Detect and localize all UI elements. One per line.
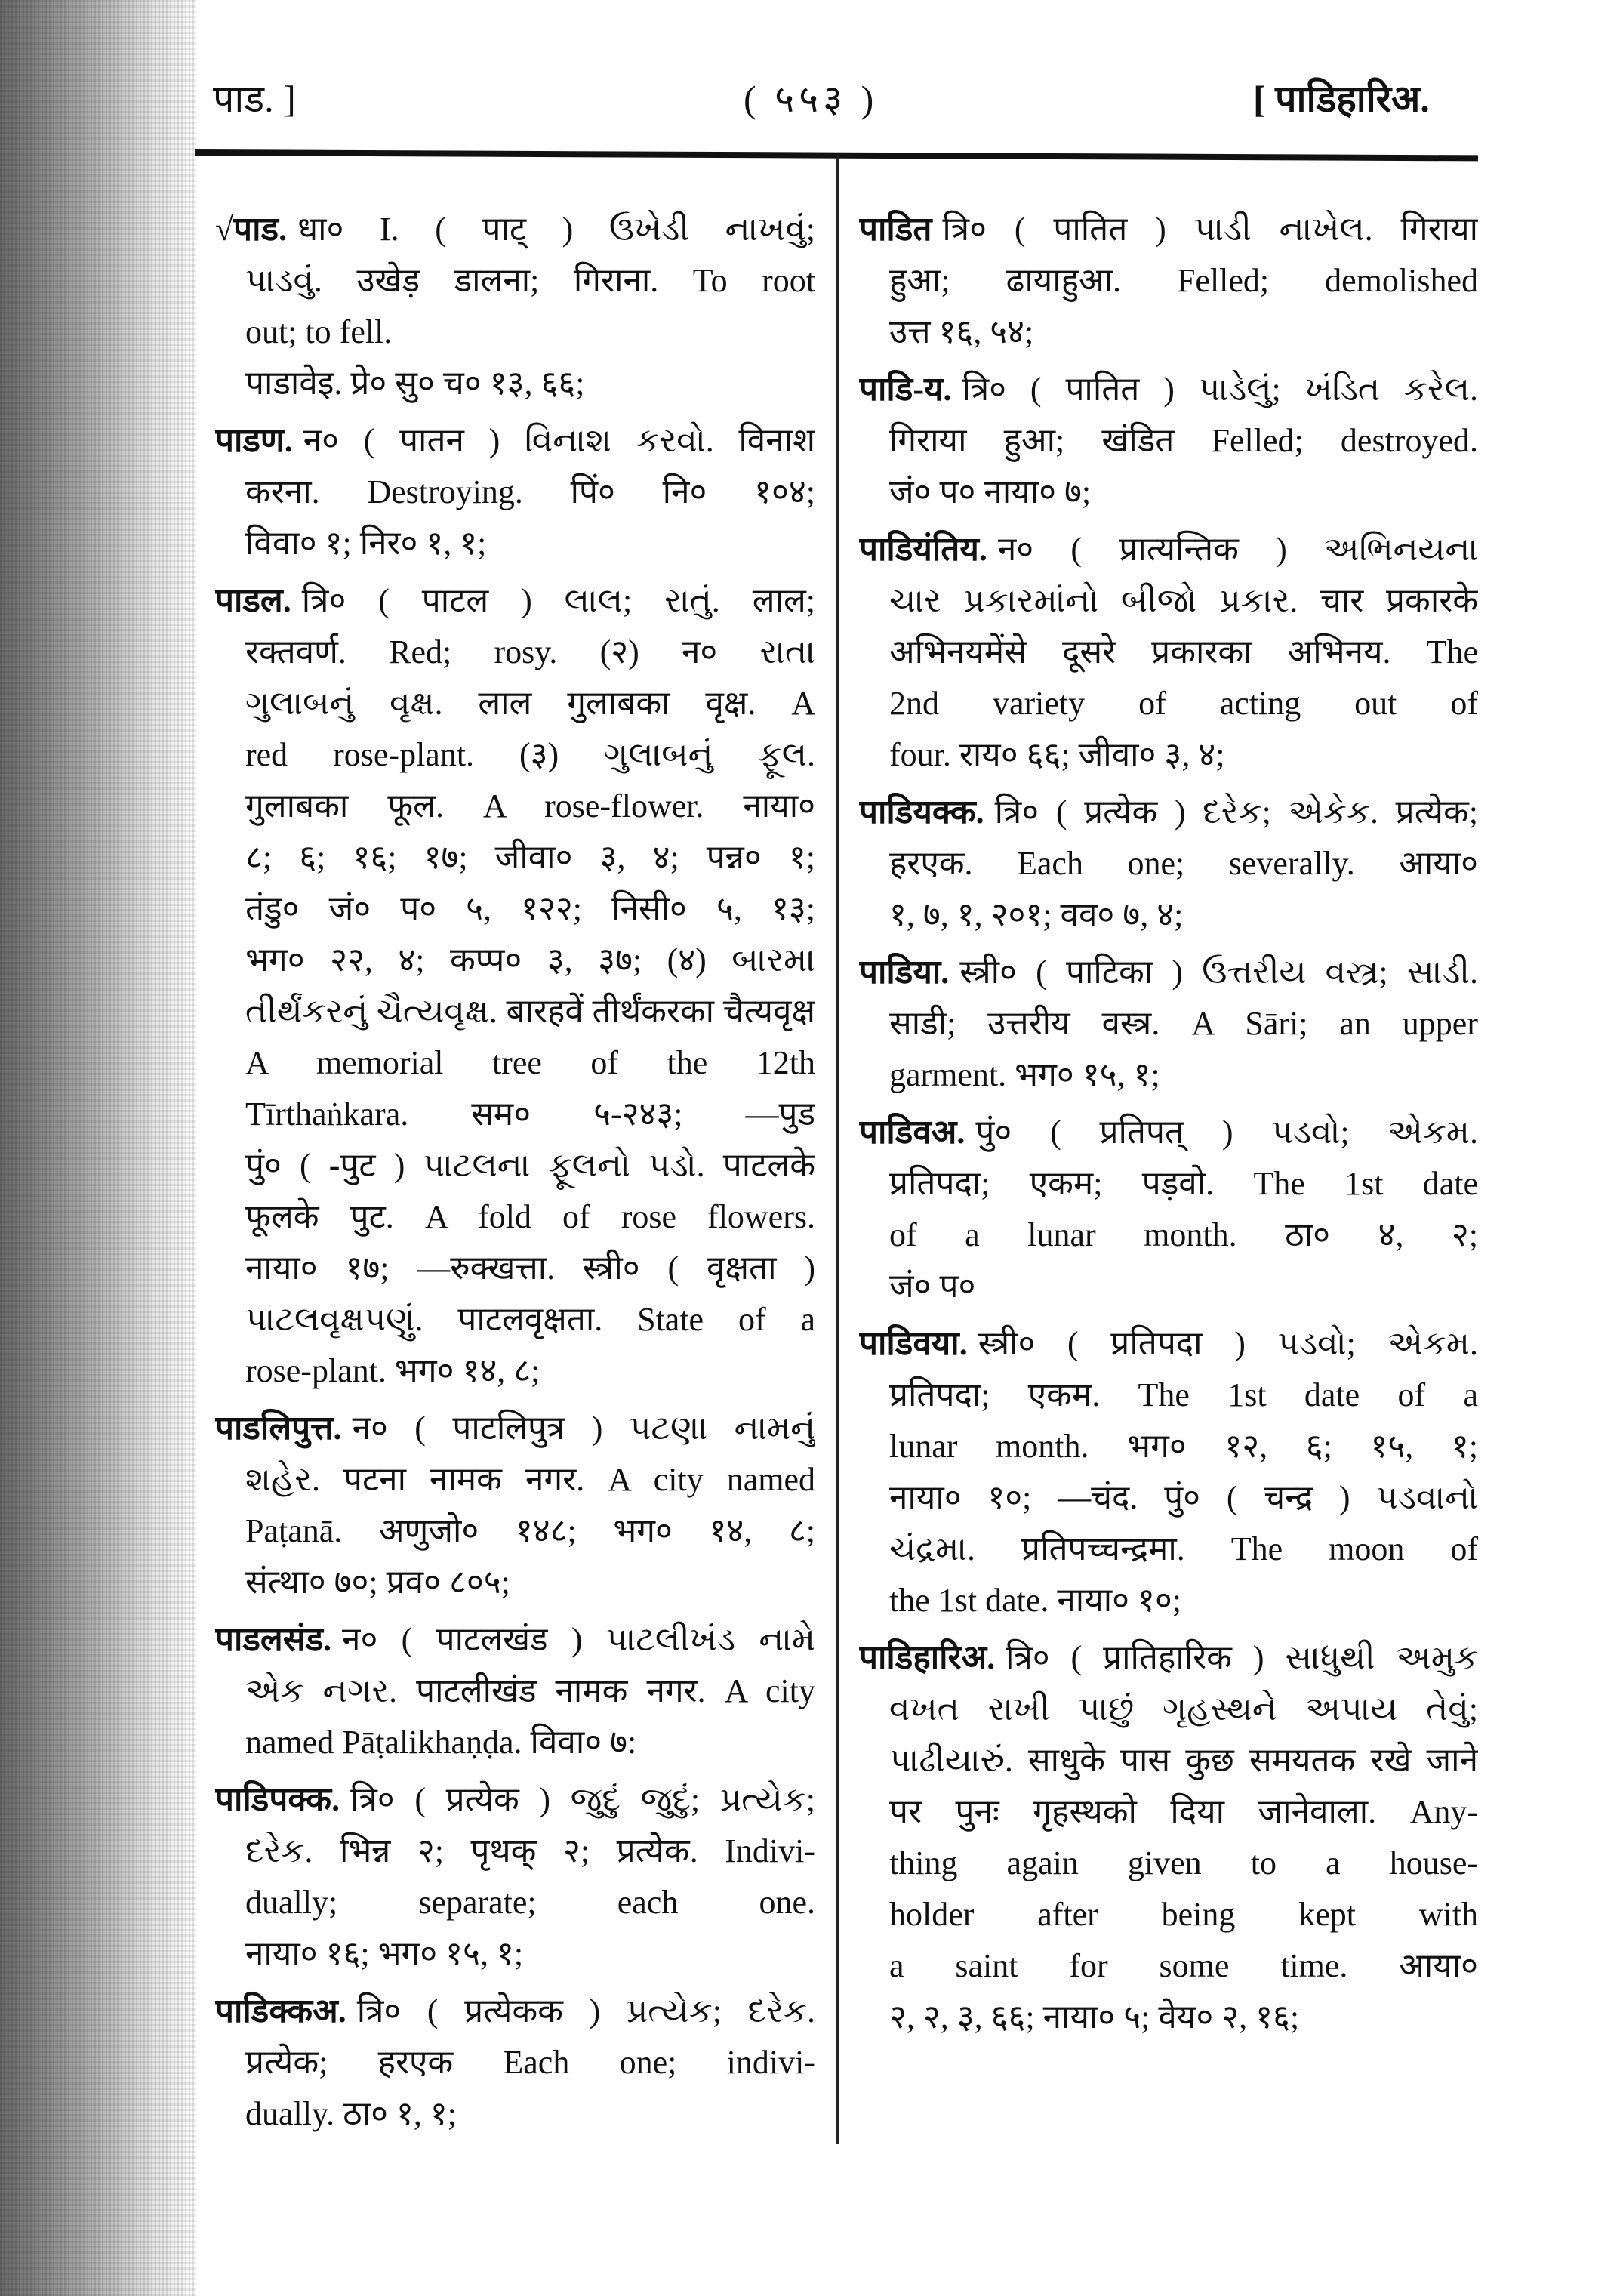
entry-line xyxy=(859,1838,1478,1889)
dictionary-entry xyxy=(859,787,1478,941)
column-divider xyxy=(836,155,839,2144)
dictionary-entry xyxy=(215,1614,815,1768)
entry-line xyxy=(215,1717,815,1768)
headword: पाडण. xyxy=(215,422,293,459)
entry-text: त्रि० ( पाटल ) લાલ; રાતું. लाल; xyxy=(301,582,815,619)
entry-text: પાઢીયારું. साधुके पास कुछ समयतक रखे जाने xyxy=(889,1742,1478,1779)
entry-text: the 1st date. नाया० १०; xyxy=(889,1582,1181,1619)
dictionary-entry xyxy=(215,1774,815,1980)
entry-first-line xyxy=(215,575,815,627)
entry-line xyxy=(859,1735,1478,1786)
entry-text: करना. Destroying. पिं० नि० १०४; xyxy=(245,473,815,510)
entry-text: त्रि० ( प्रत्येक ) દરેક; એકેક. प्रत्येक; xyxy=(994,794,1478,831)
headword: पाडित xyxy=(859,211,932,248)
headword: पाडल. xyxy=(215,582,291,619)
entry-line xyxy=(215,627,815,678)
entry-first-line xyxy=(215,415,815,467)
sub-entry: पाडावेइ. प्रे० सु० च० १३, ६६; xyxy=(245,365,585,402)
entry-line xyxy=(215,518,815,569)
entry-text: संत्था० ७०; प्रव० ८०५; xyxy=(245,1564,510,1601)
entry-text: त्रि० ( प्रातिहारिक ) સાધુથી અમુક xyxy=(1006,1639,1478,1676)
entry-text: four. राय० ६६; जीवा० ३, ४; xyxy=(889,736,1225,773)
entry-line xyxy=(859,678,1478,729)
entry-text: પાડવું. उखेड़ डालना; गिराना. To root xyxy=(245,262,815,299)
entry-first-line xyxy=(859,1318,1478,1370)
entry-text: out; to fell. xyxy=(245,313,393,350)
entry-line xyxy=(859,1524,1478,1575)
entry-text: हरएक. Each one; severally. आया० xyxy=(889,845,1478,882)
entry-text: स्त्री० ( पाटिका ) ઉત્તરીય વસ્ત્ર; સાડી. xyxy=(959,954,1478,991)
entry-text: जं० प० xyxy=(889,1268,976,1305)
dictionary-entry xyxy=(859,204,1478,358)
entry-line xyxy=(859,255,1478,307)
headword: पाडिवअ. xyxy=(859,1114,965,1151)
entry-text: प्रतिपदा; एकम. The 1st date of a xyxy=(889,1376,1478,1413)
entry-line xyxy=(215,1826,815,1877)
entry-line xyxy=(859,1889,1478,1940)
entry-text: ચંદ્રમા. प्रतिपच्चन्द्रमा. The moon of xyxy=(889,1530,1478,1567)
dictionary-entry xyxy=(859,1318,1478,1626)
entry-line xyxy=(859,1049,1478,1101)
entry-line xyxy=(859,1370,1478,1421)
headword: पाडि-य. xyxy=(859,371,952,408)
entry-text: न० ( पातन ) વિનાશ કરવો. विनाश xyxy=(303,422,815,459)
entry-text: नाया० १६; भग० १५, १; xyxy=(245,1935,524,1972)
right-column xyxy=(859,204,1478,2049)
entry-first-line xyxy=(859,364,1478,415)
headword: पाडियंतिय. xyxy=(859,531,987,568)
entry-line xyxy=(859,575,1478,627)
entry-line xyxy=(215,1294,815,1345)
entry-text: વખત રાખી પાછું ગૃહસ્થને અપાય તેવું; xyxy=(889,1690,1478,1727)
entry-line xyxy=(215,883,815,935)
entry-text: विवा० १; निर० १, १; xyxy=(245,525,487,562)
entry-line xyxy=(215,678,815,729)
entry-line xyxy=(859,1472,1478,1524)
entry-line xyxy=(215,1089,815,1140)
entry-line xyxy=(859,1940,1478,1992)
headword: पाडिया. xyxy=(859,954,950,991)
entry-text: તીર્થંકરનું ચૈત્યવૃક્ષ. बारहवें तीर्थंकरका चैत्यवृक्ष xyxy=(245,993,815,1030)
entry-first-line xyxy=(215,1986,815,2037)
entry-line xyxy=(215,935,815,986)
entry-text: पर पुनः गृहस्थको दिया जानेवाला. Any- xyxy=(889,1793,1478,1830)
entry-line xyxy=(215,1928,815,1980)
dictionary-entry xyxy=(215,1986,815,2140)
entry-line xyxy=(215,1454,815,1505)
entry-text: त्रि० ( प्रत्येक ) જુદું જુદું; પ્રત્યેક; xyxy=(350,1781,815,1818)
entry-text: २, २, ३, ६६; नाया० ५; वेय० २, १६; xyxy=(889,1999,1300,2036)
entry-line xyxy=(859,1575,1478,1626)
entry-text: साडी; उत्तरीय वस्त्र. A Sāri; an upper xyxy=(889,1005,1478,1042)
entry-line xyxy=(215,307,815,358)
entry-text: Paṭanā. अणुजो० १४८; भग० १४, ८; xyxy=(245,1512,815,1549)
entry-text: ગુલાબનું વૃક્ષ. लाल गुलाबका वृक्ष. A xyxy=(245,685,815,722)
entry-text: શહેર. पटना नामक नगर. A city named xyxy=(245,1461,815,1498)
entry-text: गुलाबका फूल. A rose-flower. नाया० xyxy=(245,787,815,824)
entry-line xyxy=(215,1243,815,1294)
dictionary-entry xyxy=(215,415,815,569)
dictionary-entry xyxy=(859,364,1478,518)
entry-line xyxy=(215,1037,815,1089)
entry-text: त्रि० ( पातित ) પાડી નાખેલ. गिराया xyxy=(942,211,1478,248)
entry-text: प्रत्येक; हरएक Each one; indivi- xyxy=(245,2044,815,2081)
headword: पाडलिपुत्त. xyxy=(215,1410,342,1447)
header-last-word: [ पाडिहारिअ. xyxy=(1253,78,1430,120)
entry-text: holder after being kept with xyxy=(889,1896,1478,1933)
entry-line xyxy=(859,415,1478,467)
entry-line xyxy=(215,1140,815,1191)
entry-line xyxy=(215,1505,815,1557)
entry-line xyxy=(859,1261,1478,1312)
entry-text: नाया० १७; —रुक्खत्ता. स्त्री० ( वृक्षता ) xyxy=(245,1250,815,1287)
entry-line xyxy=(859,889,1478,941)
entry-text: thing again given to a house- xyxy=(889,1845,1478,1881)
headword: √पाड. xyxy=(215,211,288,248)
entry-text: फूलके पुट. A fold of rose flowers. xyxy=(245,1198,815,1235)
entry-line xyxy=(859,1158,1478,1210)
headword: पाडिहारिअ. xyxy=(859,1639,996,1676)
entry-line xyxy=(215,2088,815,2140)
headword: पाडियक्क. xyxy=(859,794,984,831)
entry-text: દરેક. भिन्न २; पृथक् २; प्रत्येक. Indivi- xyxy=(245,1832,815,1869)
entry-line xyxy=(215,255,815,307)
entry-line xyxy=(215,1345,815,1397)
entry-text: of a lunar month. ठा० ४, २; xyxy=(889,1216,1478,1253)
entry-line xyxy=(215,2037,815,2088)
entry-text: ચાર પ્રકારમાંનો બીજો પ્રકાર. चार प्रकारके xyxy=(889,582,1478,619)
entry-text: Tīrthaṅkara. सम० ५-२४३; —पुड xyxy=(245,1096,815,1133)
entry-line xyxy=(859,1992,1478,2043)
headword: पाडलसंड. xyxy=(215,1621,332,1658)
headword: पाडिपक्क. xyxy=(215,1781,340,1818)
dictionary-entry xyxy=(859,947,1478,1101)
entry-line xyxy=(215,986,815,1037)
entry-line xyxy=(215,729,815,781)
entry-text: ८; ६; १६; १७; जीवा० ३, ४; पन्न० १; xyxy=(245,839,815,876)
entry-text: dually. ठा० १, १; xyxy=(245,2095,457,2132)
entry-line xyxy=(215,1666,815,1717)
entry-line xyxy=(215,1877,815,1928)
entry-text: એક નગર. पाटलीखंड नामक नगर. A city xyxy=(245,1672,815,1709)
entry-text: न० ( प्रात्यन्तिक ) અભિનયના xyxy=(997,531,1478,568)
entry-first-line xyxy=(215,1614,815,1666)
entry-text: A memorial tree of the 12th xyxy=(245,1044,815,1081)
entry-text: त्रि० ( प्रत्येकक ) પ્રત્યેક; દરેક. xyxy=(356,1992,815,2029)
dictionary-entry xyxy=(215,575,815,1397)
dictionary-entry xyxy=(859,1107,1478,1312)
entry-line xyxy=(859,1786,1478,1838)
entry-first-line xyxy=(215,204,815,255)
entry-line xyxy=(215,1191,815,1243)
entry-first-line xyxy=(859,524,1478,575)
entry-text: रक्तवर्ण. Red; rosy. (२) न० રાતા xyxy=(245,633,815,670)
entry-first-line xyxy=(859,947,1478,998)
entry-text: गिराया हुआ; खंडित Felled; destroyed. xyxy=(889,422,1478,459)
entry-first-line xyxy=(859,204,1478,255)
entry-text: पुं० ( -पुट ) પાટલના ફૂલનો પડો. पाटलके xyxy=(245,1147,815,1184)
entry-text: अभिनयमेंसे दूसरे प्रकारका अभिनय. The xyxy=(889,633,1478,670)
entry-text: १, ७, १, २०१; वव० ७, ४; xyxy=(889,896,1184,933)
dictionary-entry xyxy=(859,524,1478,781)
entry-line xyxy=(859,307,1478,358)
entry-text: स्त्री० ( प्रतिपदा ) પડવો; એકમ. xyxy=(978,1325,1478,1362)
entry-first-line xyxy=(859,1632,1478,1684)
dictionary-entry xyxy=(215,1403,815,1608)
entry-line xyxy=(859,838,1478,889)
entry-text: जं० प० नाया० ७; xyxy=(889,473,1092,510)
entry-line xyxy=(215,781,815,832)
entry-line xyxy=(215,1557,815,1608)
entry-text: न० ( पाटलखंड ) પાટલીખંડ નામે xyxy=(342,1621,815,1658)
entry-line xyxy=(859,729,1478,781)
entry-text: भग० २२, ४; कप्प० ३, ३७; (४) બારમા xyxy=(245,942,815,978)
entry-first-line xyxy=(859,787,1478,838)
entry-line xyxy=(215,467,815,518)
dictionary-entry xyxy=(859,1632,1478,2043)
entry-first-line xyxy=(215,1774,815,1826)
entry-text: हुआ; ढायाहुआ. Felled; demolished xyxy=(889,262,1478,299)
entry-first-line xyxy=(215,1403,815,1454)
entry-text: उत्त १६, ५४; xyxy=(889,313,1034,350)
header-first-word: पाड. ] xyxy=(213,78,296,120)
entry-text: a saint for some time. आया० xyxy=(889,1947,1478,1984)
entry-text: named Pāṭalikhaṇḍa. विवा० ७: xyxy=(245,1724,637,1761)
entry-text: dually; separate; each one. xyxy=(245,1884,815,1921)
entry-line xyxy=(859,998,1478,1049)
headword: पाडिवया. xyxy=(859,1325,968,1362)
entry-text: प्रतिपदा; एकम; पड़वो. The 1st date xyxy=(889,1165,1478,1202)
entry-text: red rose-plant. (३) ગુલાબનું ફૂલ. xyxy=(245,736,815,773)
entry-text: नाया० १०; —चंद. पुं० ( चन्द्र ) પડવાનો xyxy=(889,1479,1478,1516)
entry-text: પાટલવૃક્ષપણું. पाटलवृक्षता. State of a xyxy=(245,1301,815,1338)
entry-text: lunar month. भग० १२, ६; १५, १; xyxy=(889,1428,1478,1465)
entry-line xyxy=(215,832,815,883)
entry-line xyxy=(859,1210,1478,1261)
entry-text: garment. भग० १५, १; xyxy=(889,1056,1160,1093)
left-column xyxy=(215,204,815,2146)
entry-line xyxy=(859,627,1478,678)
scanned-page-edge xyxy=(0,0,196,2296)
entry-text: rose-plant. भग० १४, ८; xyxy=(245,1352,540,1389)
page-number: ( ५५३ ) xyxy=(744,78,879,120)
entry-first-line xyxy=(859,1107,1478,1158)
entry-line xyxy=(859,467,1478,518)
entry-text: धा० I. ( पाट् ) ઉખેડી નાખવું; xyxy=(297,211,815,248)
dictionary-entry xyxy=(215,204,815,409)
headword: पाडिक्कअ. xyxy=(215,1992,346,2029)
entry-line xyxy=(859,1421,1478,1472)
entry-text: 2nd variety of acting out of xyxy=(889,685,1478,722)
entry-line xyxy=(859,1684,1478,1735)
entry-text: न० ( पाटलिपुत्र ) પટણા નામનું xyxy=(352,1410,815,1447)
entry-text: तंडु० जं० प० ५, १२२; निसी० ५, १३; xyxy=(245,890,815,927)
entry-text: त्रि० ( पातित ) પાડેલું; ખંડિત કરેલ. xyxy=(962,371,1478,408)
entry-text: पुं० ( प्रतिपत् ) પડવો; એકમ. xyxy=(975,1114,1478,1151)
